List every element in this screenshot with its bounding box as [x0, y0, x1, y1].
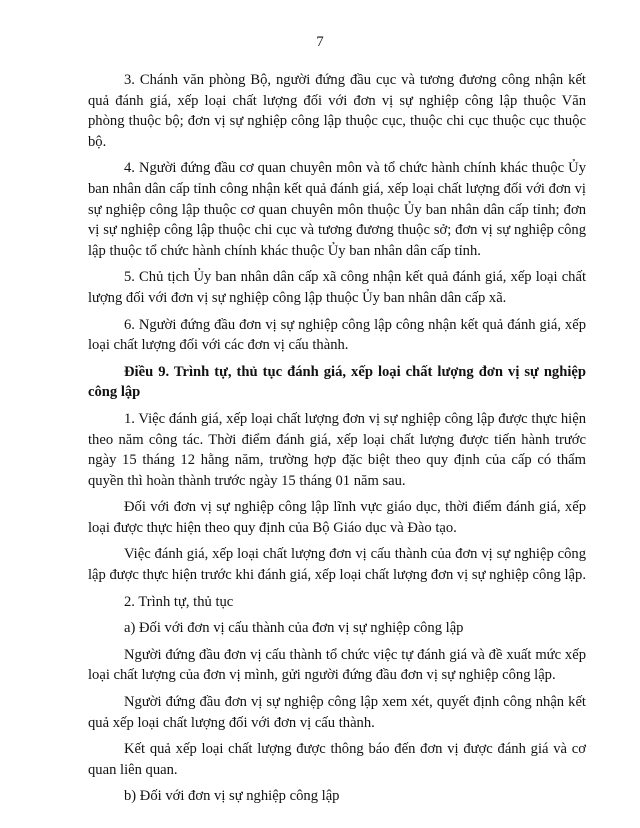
point-b: b) Đối với đơn vị sự nghiệp công lập — [124, 788, 340, 805]
document-body — [88, 70, 586, 813]
point-a-notification: Kết quả xếp loại chất lượng được thông báo đến đơn vị được đánh giá và cơ quan liên quan. — [88, 741, 586, 778]
article-9-heading: Điều 9. Trình tự, thủ tục đánh giá, xếp loại chất lượng đơn vị sự nghiệp công lập — [88, 363, 586, 401]
clause-5: 5. Chủ tịch Ủy ban nhân dân cấp xã công nhận kết quả đánh giá, xếp loại chất lượng đối với đơn vị sự nghiệp công lập thuộc Ủy ban nhân dân cấp xã. — [88, 269, 586, 306]
article-9-clause-1: 1. Việc đánh giá, xếp loại chất lượng đơn vị sự nghiệp công lập được thực hiện theo năm công tác. Thời điểm đánh giá, xếp loại chất lượng được tiến hành trước ngày 15 tháng 12 hằng năm, trường hợp đặc biệt theo quy định của cấp có thẩm quyền thì hoàn thành trước ngày 15 tháng 01 năm sau. — [88, 410, 586, 489]
point-a: a) Đối với đơn vị cấu thành của đơn vị sự nghiệp công lập — [124, 620, 464, 637]
article-9-clause-2: 2. Trình tự, thủ tục — [124, 593, 234, 610]
education-timing-paragraph: Đối với đơn vị sự nghiệp công lập lĩnh vực giáo dục, thời điểm đánh giá, xếp loại được thực hiện theo quy định của Bộ Giáo dục và Đào tạo. — [88, 499, 586, 536]
point-a-self-assessment: Người đứng đầu đơn vị cấu thành tổ chức việc tự đánh giá và đề xuất mức xếp loại chất lượng của đơn vị mình, gửi người đứng đầu đơn vị sự nghiệp công lập. — [88, 646, 586, 684]
point-a-approval: Người đứng đầu đơn vị sự nghiệp công lập xem xét, quyết định công nhận kết quả xếp loại chất lượng đối với đơn vị cấu thành. — [88, 694, 586, 731]
clause-3: 3. Chánh văn phòng Bộ, người đứng đầu cục và tương đương công nhận kết quả đánh giá, xếp loại chất lượng đối với đơn vị sự nghiệp công lập thuộc Văn phòng thuộc bộ; đơn vị sự nghiệp công lập thuộc cục, thuộc chi cục thuộc cục thuộc bộ. — [88, 72, 586, 150]
clause-4: 4. Người đứng đầu cơ quan chuyên môn và tổ chức hành chính khác thuộc Ủy ban nhân dân cấp tỉnh công nhận kết quả đánh giá, xếp loại chất lượng đối với đơn vị sự nghiệp công lập thuộc cơ quan chuyên môn thuộc Ủy ban nhân dân cấp tỉnh; đơn vị sự nghiệp công lập thuộc chi cục và tương đương thuộc sở; đơn vị sự nghiệp công lập thuộc tổ chức hành chính khác thuộc Ủy ban nhân dân cấp tỉnh. — [88, 160, 586, 259]
component-unit-paragraph: Việc đánh giá, xếp loại chất lượng đơn vị cấu thành của đơn vị sự nghiệp công lập được thực hiện trước khi đánh giá, xếp loại chất lượng đơn vị sự nghiệp công lập. — [88, 546, 586, 584]
page-number: 7 — [316, 34, 324, 50]
clause-6: 6. Người đứng đầu đơn vị sự nghiệp công lập công nhận kết quả đánh giá, xếp loại chất lượng đối với các đơn vị cấu thành. — [88, 316, 586, 354]
